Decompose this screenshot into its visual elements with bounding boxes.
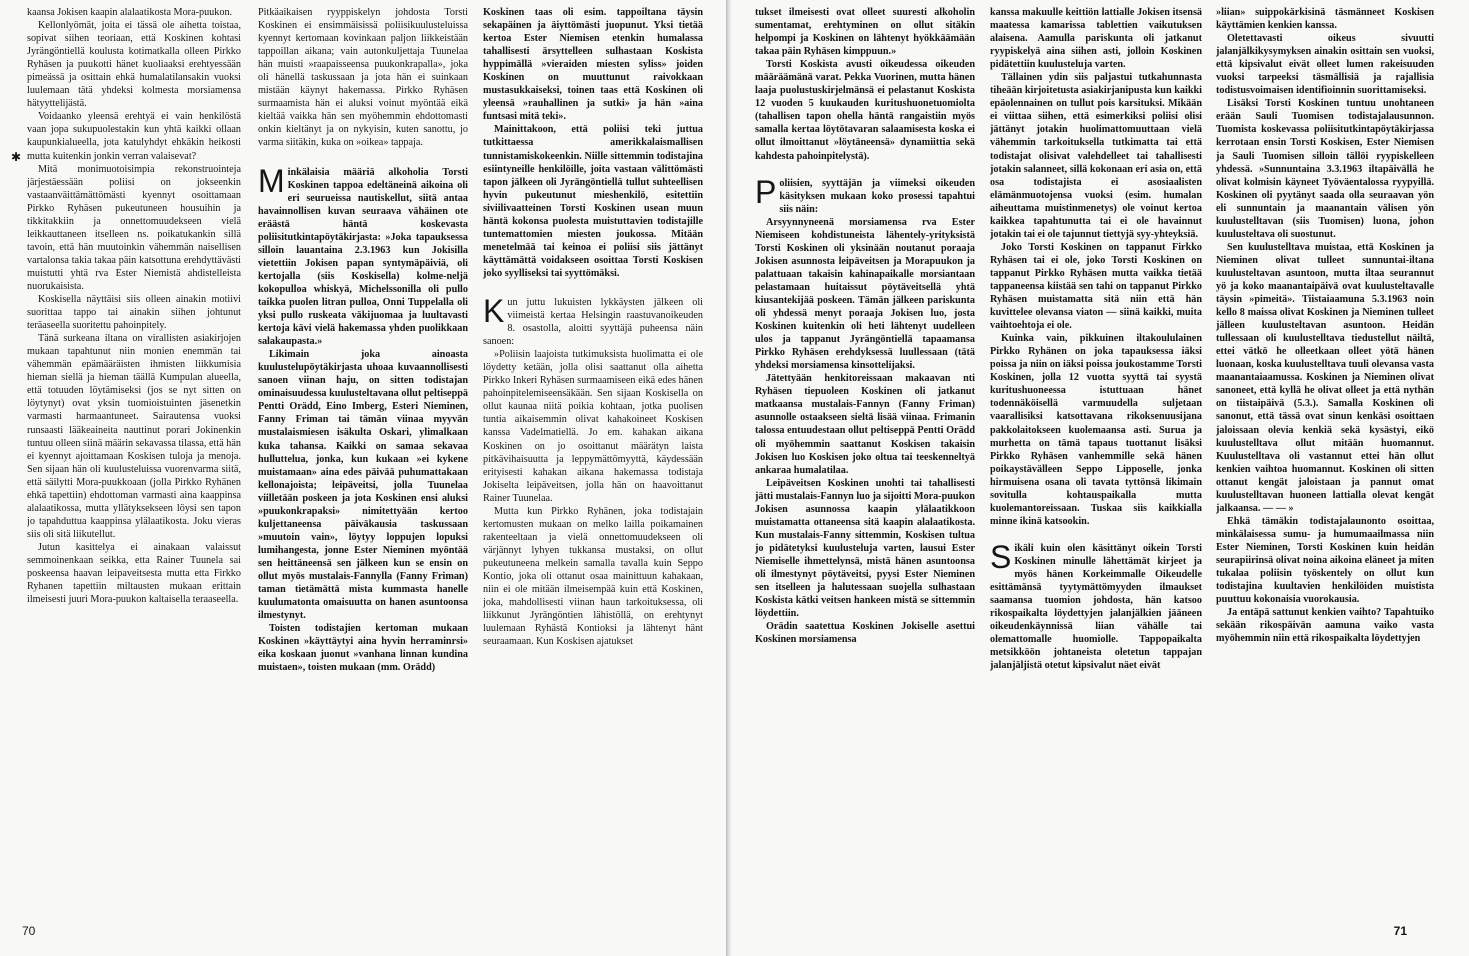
paragraph: Torsti Koskista avusti oikeudessa oikeuden määräämänä varat. Pekka Vuorinen, mutta hänen laaja puolustuskirjelmänsä ei pelastanut Koskista 12 vuoden 5 kuukauden kuritushuonetuomiolta (tahallisen tapon ohella häntä rangaistiin myös samalla kertaa löytötavaran salaamisesta koska ei ollut ilmoittanut »löytäneensä» dynamiittia sekä kahdesta pahoinpitelystä).	[755, 59, 975, 162]
left-page	[0, 0, 726, 956]
page-number: 71	[1393, 924, 1407, 938]
paragraph: Kellonlyömät, joita ei tässä ole aihetta toistaa, sopivat siihen teoriaan, että Koskinen kohtasi Jyrängöntiellä koulusta kotimatkalla olleen Pirkko Ryhäsen ja puukotti hänet kuoliaaksi erehtyessään pimeässä ja osittain ehkä humalatilansakin vuoksi luulemaan tätä yhdeksi kolmesta morsiamensa hätyyttelijästä.	[27, 20, 241, 110]
paragraph: kanssa makuulle keittiön lattialle Jokisen itsensä maatessa kamarissa tablettien vaikutuksen alaisena. Aamulla pariskunta oli jatkanut ryypiskelyä aina siihen asti, jolloin Koskinen pidätettiin kuulusteluja varten.	[990, 7, 1202, 71]
drop-cap-letter: S	[990, 538, 1012, 575]
paragraph: kaansa Jokisen kaapin alalaatikosta Mora-puukon.	[27, 7, 233, 18]
paragraph: tukset ilmeisesti ovat olleet suuresti alkoholin sumentamat, erehtyminen on ollut sitäkin helpompi ja Koskinen on lähtenyt hyökkäämään takaa päin Ryhäsen kimppuun.»	[755, 7, 975, 58]
section-start-paragraph: Kun juttu lukuisten lykkäysten jälkeen oli viimeistä kertaa Helsingin raastuvanoikeuden 8. osastolla, aloitti syyttäjä puheensa näin sanoen:	[483, 292, 703, 348]
paragraph: Mitä monimuotoisimpia rekonstruointeja järjestäessään poliisi on jokseenkin vastaanväittämättömästi kyennyt osoittamaan Pirkko Ryhäsen pukeutuneen housuihin ja tikkitakkiin ja onnettomuudekseen vielä leikkauttaneen itselleen ns. poikatukankin sillä tavoin, että hän muutoinkin vähemmän naisellisen vartalonsa takia takaa päin katsottuna erehdyttävästi muistutti yhtä rva Ester Niemistä ahdistelleista nuorukaisista.	[27, 163, 241, 292]
paragraph: Toisten todistajien kertoman mukaan Koskinen »käyttäytyi aina hyvin herraminrsi» eika koskaan juonut »vanhana linnan kundina muistaen», toisten mukaan (mm. Orädd)	[258, 623, 468, 674]
paragraph: Oletettavasti oikeus sivuutti jalanjälkikysymyksen ainakin osittain sen vuoksi, että kipsivalut eivät olleet lumen rakeisuuden vuoksi tarpeeksi täsmällisiä ja rajallisia todistusvoimaisen identifioinnin suorittamiseksi.	[1216, 33, 1434, 97]
left-column-2	[258, 6, 468, 916]
paragraph: Joko Torsti Koskinen on tappanut Firkko Ryhäsen tai ei ole, joko Torsti Koskinen on tappanut Pirkko Ryhäsen mutta vaikka tietää tappaneensa kiistää sen tahi on tappanut Pirkko Ryhäsen muistamatta sitä niin että hän kuvittelee olevansa viaton — siinä kaikki, muita vaihtoehtoja ei ole.	[990, 241, 1202, 332]
right-column-3	[1216, 6, 1434, 916]
left-column-3	[483, 6, 703, 916]
paragraph: Orädin saatettua Koskinen Jokiselle asettui Koskinen morsiamensa	[755, 621, 975, 646]
right-column-1	[755, 6, 975, 916]
left-column-1	[27, 6, 241, 916]
paragraph: Ehkä tämäkin todistajalaunonto osoittaa, minkälaisessa sumu- ja humumaailmassa niin Ester Nieminen, Torsti Koskinen kuin heidän seurapiirinsä olivat noina aikoina eläneet ja miten tukalaa poliisin työskentely on ollut kun todistajina kuultavien henkilöiden muistista puuttuu kokonaisia vuorokausia.	[1216, 515, 1434, 606]
right-page	[732, 0, 1469, 956]
paragraph: Arsyynnyneenä morsiamensa rva Ester Niemiseen kohdistuneista lähentely-yrityksistä Torsti Koskinen oli yksinään noutanut poraaja Jokisen asunnosta leipäveitsen ja Morapuukon ja palattuaan takaisin kahinapaikalle morsiantaan pelastamaan huitaissut pöytäveitsellä yhtä kiusantekijää poskeen. Tämän jälkeen pariskunta oli yhdessä menyt poraaja Jokisen luo, josta Koskinen kuitenkin oli heti lähtenyt uudelleen ulos ja tappanut Jyrängöntiellä tapaamansa Pirkko Ryhäsen erehdyksessä luullessaan (tätä yhdeksi morsiamensa kinsottelijaksi.	[755, 216, 975, 372]
paragraph: Jutun kasittelya ei ainakaan valaissut semmoinenkaan seikka, etta Rainer Tuunela sai poskeensa haavan leipaveitsesta mutta etta Firkko Ryhanen tapettiin miltausten mukaan erittain ilmeisesti juuri Mora-puukon kaltaisella teraaseella.	[27, 541, 241, 606]
paragraph: Kuinka vain, pikkuinen iltakoululainen Pirkko Ryhänen on joka tapauksessa iäksi poissa ja niin on iäksi poissa joukostamme Torsti Koskinen, jolla 12 vuotta syyttä tai syystä kuritushuoneessa istuttuaan hänet todennäköisellä varmuudella suljetaan vaarallisiksi katsottavana rikoksenuusijana pakkolaitokseen kuolemaansa asti. Surua ja murhetta on tämä tapaus tuottanut lisäksi Pirkko Ryhäsen vanhemmille sekä hänen poikaystävälleen Seppo Lipposelle, jonka hirmuisena osana oli tavata tyttönsä likimain sovitulla kohtauspaikalla mutta kuolemantoreissaan. Tuskaa siis kaikkialla minne ikinä katsookin.	[990, 333, 1202, 527]
paragraph: Leipäveitsen Koskinen unohti tai tahallisesti jätti mustalais-Fannyn luo ja sijoitti Mora-puukon Jokisen asunnossa kaapin ylälaatikkoon muistamatta ottaneensa sitä kaapin alalaatikosta. Kun mustalais-Fanny sittemmin, Koskisen tultua jo pidätetyksi kuulusteluja varten, lausui Ester Niemiselle ihmettelynsä, mistä hänen asuntoonsa oli ilmestynyt pöytäveitsi, pyysi Ester Nieminen sen itselleen ja halutessaan suojella sulhastaan Koskista kätki veitsen hankeen mistä se sittemmin löydettiin.	[755, 477, 975, 620]
drop-cap-letter: K	[483, 292, 505, 329]
page-number: 70	[22, 924, 36, 938]
drop-cap-letter: P	[755, 173, 777, 210]
right-column-2	[990, 6, 1202, 916]
paragraph: Tällainen ydin siis paljastui tutkahunnasta tiheään kirjoitetusta asiakirjanipusta kun kaikki epäolennainen on tullut pois karsituksi. Mikään ei viittaa siihen, että esimerkiksi poliisi olisi jättänyt jotakin huolimattomuuttaan vielä vähemmin tarkoituksella tutkimatta tai että todistajat olisivat valehdelleet tai tahallisesti jotakin salanneet, sillä kokonaan eri asia on, että osa todistajista ei asosiaalisten elämänmuotojensa vuoksi (esim. humalan aiheuttama muistinmenetys) ole voinut kertoa kaikkea tapahtunutta tai ei ole havainnut jotakin tai ei ole tajunnut tiettyjä syy-yhteyksiä.	[990, 72, 1202, 240]
paragraph: Likimain joka ainoasta kuulustelupöytäkirjasta uhoaa kuvaannollisesti sanoen viinan haju, on sitten todistajan ominaisuudessa kuulusteltavana ollut peltiseppä Pentti Orädd, Eino Imberg, Esteri Nieminen, Fanny Friman tai tämän viinaa myyvän mustalaismiesen isäkulta Oskari, ylimalkaan kuka tahansa. Kaikki on samaa sekavaa hulluttelua, jonka, kun kukaan »ei kykene muistamaan» aina edes päivää puhumattakaan kellonajoista; leipäveitsi, jolla Tuunelaa viilletään poskeen ja jota Koskinen ensi aluksi »puukonkrapaksi» nimitettyään kertoo kuljettaneensa päiväkausia taskussaan »muutoin vain», löytyy loppujen lopuksi lumihangesta, jonne Ester Nieminen myöntää sen heittäneensä sen jälkeen kun se ensin on ollut myös mustalais-Fannylla (Fanny Friman) taman tietämättä mista kummasta hanelle kuulumatonta omaisuutta on hanen asuntoonsa ilmestynyt.	[258, 349, 468, 622]
paragraph: Mainittakoon, että poliisi teki juttua tutkittaessa amerikkalaismallisen tunnistamiskokeenkin. Niille sittemmin todistajina esiintyneille henkilöille, joita vastaan välittömästi tapon jälkeen oli Jyrängöntiellä tullut suhteellisen hyvin pukeutunut mieshenkilö, esitettiin siviilivaatteinen Torsti Koskinen usean muun häntä kokonsa puolesta muistuttavien todistajille tuntemattomien miesten joukossa. Mitään menetelmää tai keinoa ei poliisi siis jättänyt käyttämättä voidakseen osoittaa Torsti Koskisen joko syylliseksi tai syyttömäksi.	[483, 124, 703, 279]
paragraph: Lisäksi Torsti Koskinen tuntuu unohtaneen erään Sauli Tuomisen todistajalausunnon. Tuomista koskevassa poliisitutkintapöytäkirjassa kerrotaan ensin Torsti Koskisen, Ester Niemisen ja Sauli Tuomisen silloin tällöi ryypiskelleen yhdessä. »Sunnuntaina 3.3.1963 iltapäivällä he olivat kolmisin käyneet Työväentalossa ryypyillä. Koskinen oli pyytänyt saada olla seuraavan yön eli sunnuntain ja maanantain välisen yön kuulustelltavan (siis Tuomisen) luona, johon kuulusteltava oli suostunut.	[1216, 98, 1434, 240]
paragraph: Pitkäaikaisen ryyppiskelyn johdosta Torsti Koskinen ei ensimmäisissä poliisikuulusteluissa kyennyt kertomaan kovinkaan paljon liikkeistään tappoillan aikana; vain autonkuljettaja Tuunelaa hän muisti »raapaisseensa puukonkrapalla», joka oli hänellä taskussaan ja jota hän ei suinkaan mistään käynyt hakemassa. Pirkko Ryhäsen surmaamista hän ei aluksi voinut myöntää eikä kieltää vaikka hän sen myöhemmin ehdottomasti onkin kieltänyt ja on nykyisin, kuten sanottu, jo varma siitäkin, kuka on »oikea» tappaja.	[258, 7, 468, 149]
section-start-paragraph: Minkälaisia määriä alkoholia Torsti Koskinen tappoa edeltäneinä aikoina oli eri seurueissa nautiskellut, siitä antaa havainnollisen kuvan seuraava vähäinen ote eräästä häntä koskevasta poliisitutkintapöytäkirjasta: »Joka tapauksessa silloin lauantaina 2.3.1963 kun Jokisilla vietettiin Jokisen papan syntymäpäiviä, oli kertojalla (siis Koskisella) kolme-neljä kokopulloa whiskyä, Michelssonilla oli pullo taikka puolen litran pulloa, Onni Tuppelalla oli yksi pullo ruskeata väkijuomaa ja luultavasti kertoja kävi vielä hakemassa yhden puolikkaan salakaupasta.»	[258, 162, 468, 348]
paragraph: Ja entäpä sattunut kenkien vaihto? Tapahtuiko sekään rikospäivän aamuna vaiko vasta myöhemmin niin että rikospaikalta löydettyjen	[1216, 607, 1434, 645]
paragraph: Tänä surkeana iltana on virallisten asiakirjojen mukaan tapahtunut niin monien enemmän tai vähemmän epämääräisten ihmisten liikkumisia hieman siellä ja hieman täällä Kumpulan alueella, että totuuden löytämiseksi (jos se nyt sitten on löytynyt) ovat yksin tuomioistuinten jäsenetkin varmasti harmaantuneet. Sairautensa vuoksi runsaasti lääkeaineita nauttinut porari Jokinenkin tuntuu olleen siinä määrin sekavassa tilassa, että hän ei kyennyt ajoittamaan Koskisen tuloja ja menoja. Sen sijaan hän oli kuulusteluissa vuorenvarma siitä, että säilytti Mora-puukkoaan (jolla Pirkko Ryhänen ehkä tapettiin) ehdottoman varmasti aina kaappinsa alalaatikossa, mutta yllätyksekseen löysi sen tapon jo tapahduttua kaappinsa ylälaatikosta. Joku vieras siis oli sitä liikutellut.	[27, 333, 241, 540]
paragraph: Sen kuulustelltava muistaa, että Koskinen ja Nieminen olivat tulleet sunnuntai-iltana kuulusteltavan asuntoon, mutta iltaa seurannut yö ja koko maanantaipäivä ovat kuulusteltavalle täysin »pimeitä». Tiistaiaamuna 5.3.1963 noin kello 8 maissa olivat Koskinen ja Nieminen tulleet jälleen kuulusteltavan asuntoon. Heidän tullessaan oli kuulustelltava tiedustellut näiltä, ettei vätkö he olleetkaan olleet yötä hänen luonaan, koska kuulustelltava tuuli olevansa vasta maanantaiaamussa. Koskinen ja Nieminen olivat sanoneet, että kyllä he olivat olleet ja että nythän on tiistaipäivä (5.3.). Samalla Koskinen oli sanonut, että tässä ovat sinun kenkäsi osoittaen jaloissaan olevia kenkiä sekä kysästyi, eikö kuulustelltava ollut mitään huomannut. Kuulustelltava oli vastannut ettei hän ollut kenkien vaihtoa huomannut. Koskinen oli sitten ottanut kengät jaloistaan ja pannut omat kuulustelltavan huoneen lattialla olevat kengät jalkaansa. — — »	[1216, 241, 1434, 514]
paragraph: Jätettyään henkitoreissaan makaavan nti Ryhäsen tiepuoleen Koskinen oli jatkanut matkaansa mustalais-Fannyn (Fanny Friman) asunnolle ostaakseen sieltä lisää viinaa. Frimanin talossa entuudestaan ollut peltiseppä Pentti Orädd oli myöhemmin saattanut Koskisen takaisin Jokisen luo Koskisen joko oltua tai teeskenneltyä ankaraa humalatilaa.	[755, 373, 975, 476]
paragraph: Koskisella näyttäisi siis olleen ainakin motiivi suorittaa tappo tai ainakin siihen johtunut teräaseella suoritettu pahoinpitely.	[27, 294, 241, 332]
margin-mark-icon: ✱	[11, 150, 22, 164]
paragraph: »liian» suippokärkisinä täsmänneet Koskisen käyttämien kenkien kanssa.	[1216, 7, 1434, 32]
paragraph: Mutta kun Pirkko Ryhänen, joka todistajain kertomusten mukaan on melko lailla poikamainen rakenteeltaan ja vielä onnettomuudekseen oli värjännyt lyhyen tukkansa mustaksi, on ollut pukeutuneena melkein samalla tavalla kuin Seppo Kontio, joka oli ottanut osaa mainittuun kahakaan, niin ei ole mitään ilmeisempää kuin että Koskinen, joka, mahdollisesti viinan haun tarkoituksessa, oli liikkunut Jyrängöntien lähistöllä, on erehtynyt luulemaan Ryhästä Kontioksi ja lähtenyt hänt seuraamaan. Kun Koskisen ajatukset	[483, 505, 703, 648]
drop-cap-letter: M	[258, 162, 285, 199]
section-start-paragraph: Sikäli kuin olen käsittänyt oikein Torsti Koskinen minulle lähettämät kirjeet ja myös hänen Korkeimmalle Oikeudelle esittämänsä tyytymättömyyden ilmaukset saamansa tuomion johdosta, hän katsoo rikospaikalta löydettyjen jalanjälkien jääneen oikeudenkäynnissä liian vähälle tai olemattomalle huomiolle. Tappopaikalta metsikköön johtaneista oletetun tappajan jalanjäljistä otetut kipsivalut näet eivät	[990, 538, 1202, 672]
paragraph: Voidaanko yleensä erehtyä ei vain henkilöstä vaan jopa sukupuolestakin kun yhtä kaikki ollaan kaupunkialueella, jota katulyhdyt ehkäkin heikosti mutta kuitenkin jonkin verran valaisevat?	[27, 111, 241, 162]
paragraph: Koskinen taas oli esim. tappoiltana täysin sekapäinen ja äiyttömästi juopunut. Yksi tietää kertoa Ester Niemisen etenkin humalassa tahallisesti ärsyttelleen sulhastaan Koskista hyppimällä »vieraiden miesten syliss» joiden Koskinen on muuttunut raivokkaan mustasukkaiseksi, toinen taas että Koskinen oli yleensä »rauhallinen ja sutki» ja hän »aina funtsasi mitä teki».	[483, 7, 703, 123]
section-start-paragraph: Poliisien, syyttäjän ja viimeksi oikeuden käsityksen mukaan koko prosessi tapahtui siis näin:	[755, 173, 975, 215]
paragraph: »Poliisin laajoista tutkimuksista huolimatta ei ole löydetty ketään, jolla olisi saattanut olla aihetta Pirkko Inkeri Ryhäsen surmaamiseen eikä edes hänen pahoinpitelemiseensäkään. Sen sijaan Koskisella on ollut kaunaa niitä poikia kohtaan, jotka puolisen tuntia aikaisemmin olivat kahakoineet Koskisen kanssa Vadelmatiellä. Jo em. kahakan aikana Koskinen on jo osoittanut määrätyn laista pitkävihaisuutta ja leppymättömyyttä, käydessään erityisesti kahakan aikana hakemassa todistaja Jokiselta leipäveitsen, jolla hän on haavoittanut Rainer Tuunelaa.	[483, 349, 703, 504]
